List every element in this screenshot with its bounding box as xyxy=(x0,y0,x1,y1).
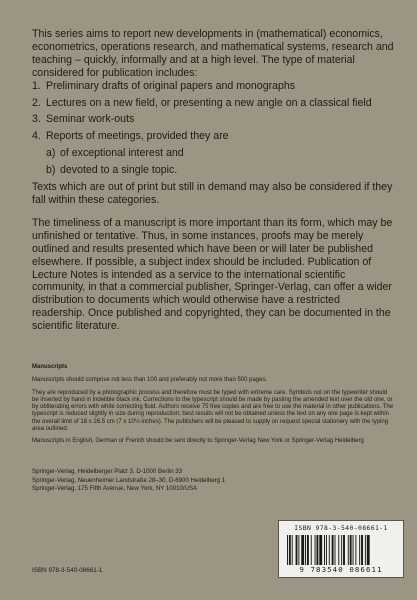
barcode-bar xyxy=(319,535,322,565)
barcode-bar xyxy=(341,535,342,565)
barcode-bar xyxy=(316,535,318,565)
list-item xyxy=(32,80,394,93)
manuscripts-section xyxy=(32,364,394,451)
barcode-digits: 9 783540 086611 xyxy=(299,565,383,574)
isbn-footer: ISBN 978-3-540-08661-1 xyxy=(32,567,103,574)
list-item xyxy=(32,97,394,110)
barcode-bar xyxy=(332,535,334,565)
sub-item-text: devoted to a single topic. xyxy=(60,164,178,177)
barcode-bar xyxy=(289,535,291,565)
manuscripts-typing-text: They are reproduced by a photographic process and therefore must be typed with extreme care. Symbols not on the typewriter should be inserted by hand in indelible black ink. Corrections to the typescript should be made by pasting the amended text over the old one, or by obliterating errors with white correcting fluid. Authors receive 75 free copies and are free to use the material in other publications. The typescript is reduced slightly in size during reproduction; best results will not be obtained unless the text on any one page is kept within the overall limit of 18 x 26.5 cm (7 x 10½ inches). The publishers will be pleased to supply on request special stationery with the typing area outlined. xyxy=(32,389,394,433)
barcode-bar xyxy=(298,535,299,565)
barcode-bar xyxy=(348,535,349,565)
barcode-bar xyxy=(326,535,327,565)
barcode-bar xyxy=(324,535,325,565)
list-item-number: 3. xyxy=(32,113,41,126)
manuscripts-heading: Manuscripts xyxy=(32,364,68,370)
list-item-text: Lectures on a new field, or presenting a new angle on a classical field xyxy=(46,96,372,109)
barcode-bar xyxy=(335,535,336,565)
barcode-bar xyxy=(301,535,304,565)
barcode-bar xyxy=(361,535,363,565)
barcode-bar xyxy=(359,535,360,565)
series-description xyxy=(32,28,394,333)
address-berlin: Springer-Verlag, Heidelberger Platz 3, D-1000 Berlin 33 xyxy=(32,468,183,475)
out-of-print-paragraph: Texts which are out of print but still in demand may also be considered if they fall within these categories. xyxy=(32,181,393,206)
list-item xyxy=(32,130,394,177)
barcode-bar xyxy=(350,535,352,565)
barcode-bar xyxy=(307,535,309,565)
barcode-bar xyxy=(315,535,316,565)
material-list xyxy=(32,80,394,177)
barcode-bar xyxy=(292,535,293,565)
manuscripts-submission-text: Manuscripts in English, German or French should be sent directly to Springer-Verlag New York or Springer-Verlag Heidelberg xyxy=(32,438,364,445)
barcode-bar xyxy=(343,535,345,565)
barcode-bar xyxy=(365,535,366,565)
sub-item-text: of exceptional interest and xyxy=(60,147,184,160)
sub-list xyxy=(46,147,394,177)
sub-list-item xyxy=(46,164,394,177)
barcode-isbn-text: ISBN 978-3-540-08661-1 xyxy=(294,524,388,532)
manuscripts-length-text: Manuscripts should comprise not less than 100 and preferably not more than 500 pages. xyxy=(32,377,268,384)
sub-item-letter: a) xyxy=(46,147,56,160)
sub-item-letter: b) xyxy=(46,164,56,177)
barcode-bar xyxy=(329,535,330,565)
list-item-text: Reports of meetings, provided they are xyxy=(46,130,229,143)
timeliness-paragraph: The timeliness of a manuscript is more important than its form, which may be unfinished or tentative. Thus, in some instances, proofs may be merely outlined and results presented which have been or will later be published elsewhere. If possible, a subject index should be included. Publication of Lecture Notes is intended as a service to the international scientific community, in that a commercial publisher, Springer-Verlag, can offer a wider distribution to documents which would otherwise have a restricted readership. Once published and copyrighted, they can be documented in the scientific literature. xyxy=(32,216,393,333)
barcode-label xyxy=(278,520,404,578)
list-item-number: 1. xyxy=(32,79,41,92)
barcode-bar xyxy=(355,535,356,565)
barcode-bar xyxy=(305,535,306,565)
address-new-york: Springer-Verlag, 175 Fifth Avenue, New York, NY 10010/USA xyxy=(32,485,198,493)
sub-list-item xyxy=(46,147,394,160)
barcode-bar xyxy=(287,535,288,565)
list-item-text: Seminar work-outs xyxy=(46,113,135,126)
publisher-addresses xyxy=(32,468,394,494)
barcode-bars xyxy=(287,535,395,565)
barcode-bar xyxy=(353,535,354,565)
list-item-number: 4. xyxy=(32,130,41,143)
paragraph-gap xyxy=(32,207,394,217)
list-item-text: Preliminary drafts of original papers and monographs xyxy=(46,79,296,92)
barcode-bar xyxy=(367,535,370,565)
list-item-number: 2. xyxy=(32,96,41,109)
barcode-bar xyxy=(338,535,339,565)
barcode-bar xyxy=(296,535,298,565)
list-item xyxy=(32,113,394,126)
address-heidelberg: Springer-Verlag, Neuenheimer Landstraße 28–30, D-6900 Heidelberg 1 xyxy=(32,476,226,484)
barcode-bar xyxy=(311,535,312,565)
intro-paragraph: This series aims to report new developments in (mathematical) economics, econometrics, operations research, and mathematical systems, research and teaching – quickly, informally and at a high level. The type of material considered for publication includes: xyxy=(32,28,394,79)
